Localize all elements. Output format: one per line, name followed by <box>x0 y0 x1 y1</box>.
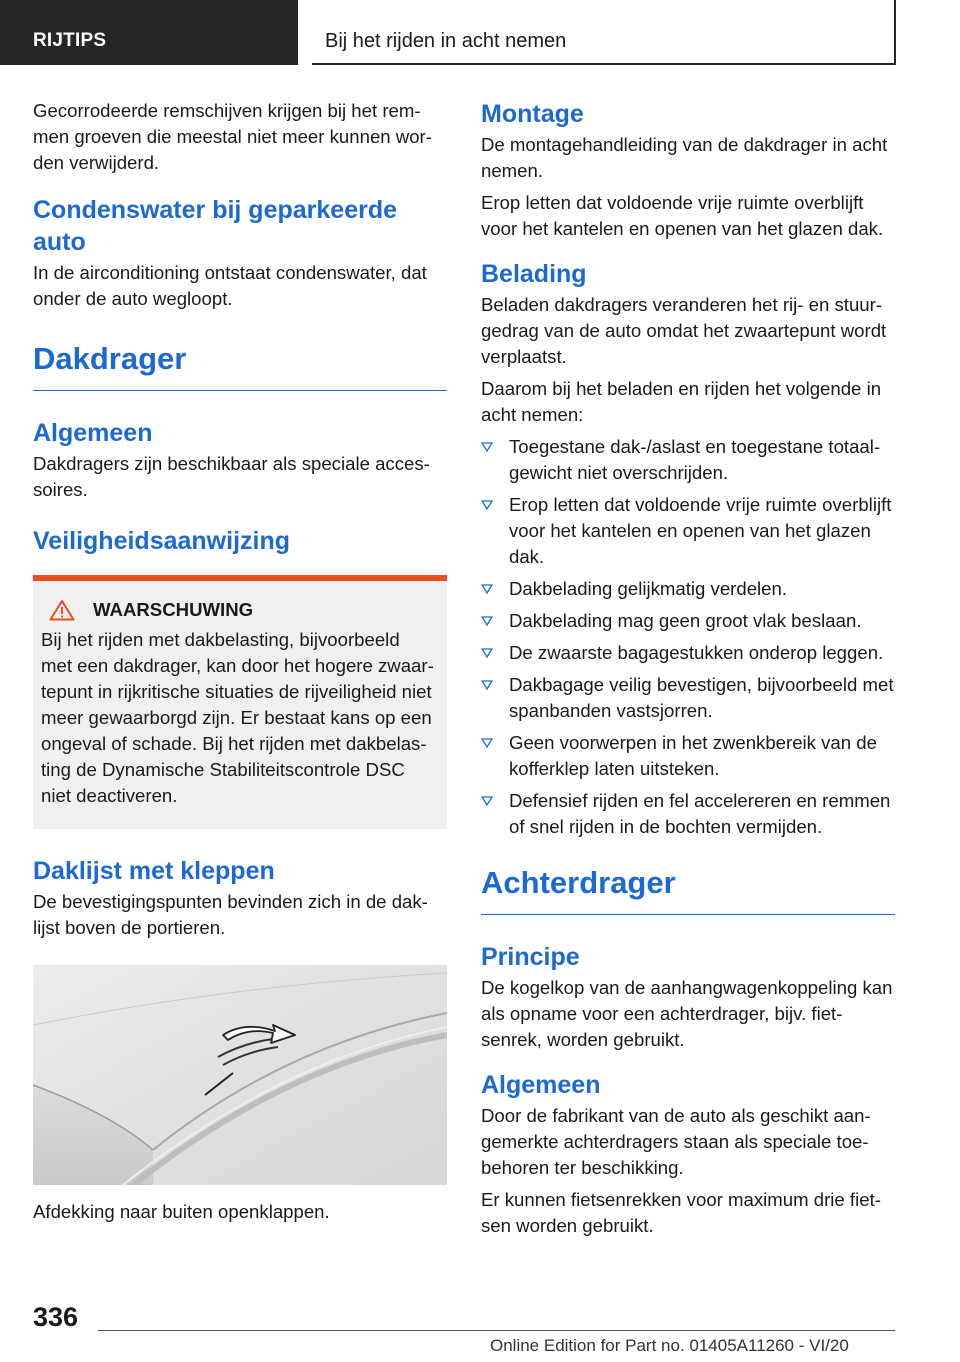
list-item <box>481 788 895 840</box>
algemeen2-heading: Algemeen <box>481 1071 601 1099</box>
list-item-text: Geen voorwerpen in het zwenkbereik van de kofferklep laten uitsteken. <box>509 732 877 779</box>
montage-paragraph-2: Erop letten dat voldoende vrije ruimte overblijft voor het kantelen en openen van het glazen dak. <box>481 192 884 239</box>
warning-header <box>49 599 435 621</box>
algemeen-heading: Algemeen <box>33 419 153 447</box>
bullet-triangle-icon <box>481 648 493 658</box>
list-item-text: Dakbelading gelijkmatig verdelen. <box>509 578 788 599</box>
bullet-triangle-icon <box>481 738 493 748</box>
roof-rail-photo <box>33 965 447 1185</box>
condens-heading: Condenswater bij geparkeerde auto <box>33 196 398 256</box>
list-item-text: De zwaarste bagagestukken onderop leggen. <box>509 642 884 663</box>
list-item-text: Dakbagage veilig bevestigen, bijvoorbeeld met spanbanden vastsjorren. <box>509 674 894 721</box>
bullet-triangle-icon <box>481 796 493 806</box>
section-label: RIJTIPS <box>33 30 107 51</box>
belading-heading: Belading <box>481 260 587 288</box>
photo-caption: Afdekking naar buiten openklappen. <box>33 1201 330 1222</box>
list-item <box>481 672 895 724</box>
section-tab <box>0 0 298 65</box>
bullet-triangle-icon <box>481 616 493 626</box>
list-item <box>481 608 895 634</box>
bullet-triangle-icon <box>481 584 493 594</box>
montage-heading: Montage <box>481 100 584 128</box>
footer-divider <box>98 1330 895 1331</box>
belading-paragraph-2: Daarom bij het beladen en rijden het volgende in acht nemen: <box>481 378 882 425</box>
page-number: 336 <box>33 1302 79 1332</box>
algemeen2-paragraph-1: Door de fabrikant van de auto als geschikt aangemerkte achterdragers staan als speciale toebehoren ter beschikking. <box>481 1105 871 1178</box>
montage-paragraph-1: De montagehandleiding van de dakdrager in acht nemen. <box>481 134 888 181</box>
roof-rail-illustration <box>33 965 447 1185</box>
edition-footer: Online Edition for Part no. 01405A11260 - VI/20 <box>490 1336 849 1355</box>
list-item <box>481 640 895 666</box>
daklijst-heading: Daklijst met kleppen <box>33 857 275 885</box>
list-item <box>481 730 895 782</box>
intro-paragraph: Gecorrodeerde remschijven krijgen bij het remmen groeven die meestal niet meer kunnen worden verwijderd. <box>33 100 432 173</box>
bullet-triangle-icon <box>481 442 493 452</box>
list-item <box>481 576 895 602</box>
achterdrager-heading: Achterdrager <box>481 864 895 915</box>
algemeen-paragraph: Dakdragers zijn beschikbaar als speciale accessoires. <box>33 453 430 500</box>
veiligheid-heading: Veiligheidsaanwijzing <box>33 527 291 555</box>
bullet-triangle-icon <box>481 500 493 510</box>
chapter-label: Bij het rijden in acht nemen <box>325 30 567 52</box>
right-column <box>481 98 895 1245</box>
daklijst-paragraph: De bevestigingspunten bevinden zich in de daklijst boven de portieren. <box>33 891 428 938</box>
list-item-text: Toegestane dak-/aslast en toegestane totaalgewicht niet overschrijden. <box>509 436 881 483</box>
list-item-text: Erop letten dat voldoende vrije ruimte overblijft voor het kantelen en openen van het glazen dak. <box>509 494 892 567</box>
warning-text: Bij het rijden met dakbelasting, bijvoorbeeld met een dakdrager, kan door het hogere zwaartepunt in rijkritische situaties de rijveiligheid niet meer gewaarborgd zijn. Er bestaat kans op een ongeval of schade. Bij het rijden met dakbelasting de Dynamische Stabiliteitscontrole DSC niet deactiveren. <box>41 629 434 806</box>
warning-box <box>33 575 447 829</box>
left-column <box>33 98 447 1231</box>
belading-list <box>481 434 895 840</box>
principe-heading: Principe <box>481 943 580 971</box>
algemeen2-paragraph-2: Er kunnen fietsenrekken voor maximum drie fietsen worden gebruikt. <box>481 1189 881 1236</box>
list-item-text: Dakbelading mag geen groot vlak beslaan. <box>509 610 862 631</box>
list-item-text: Defensief rijden en fel accelereren en remmen of snel rijden in de bochten vermijden. <box>509 790 891 837</box>
bullet-triangle-icon <box>481 680 493 690</box>
list-item <box>481 434 895 486</box>
principe-paragraph: De kogelkop van de aanhangwagenkoppeling kan als opname voor een achterdrager, bijv. fietsenrek, worden gebruikt. <box>481 977 893 1050</box>
dakdrager-heading: Dakdrager <box>33 340 447 391</box>
belading-paragraph-1: Beladen dakdragers veranderen het rij- en stuurgedrag van de auto omdat het zwaartepunt wordt verplaatst. <box>481 294 887 367</box>
list-item <box>481 492 895 570</box>
warning-triangle-icon <box>49 599 75 621</box>
chapter-header <box>312 0 896 65</box>
warning-label: WAARSCHUWING <box>93 599 254 620</box>
condens-paragraph: In de airconditioning ontstaat condenswater, dat onder de auto wegloopt. <box>33 262 427 309</box>
